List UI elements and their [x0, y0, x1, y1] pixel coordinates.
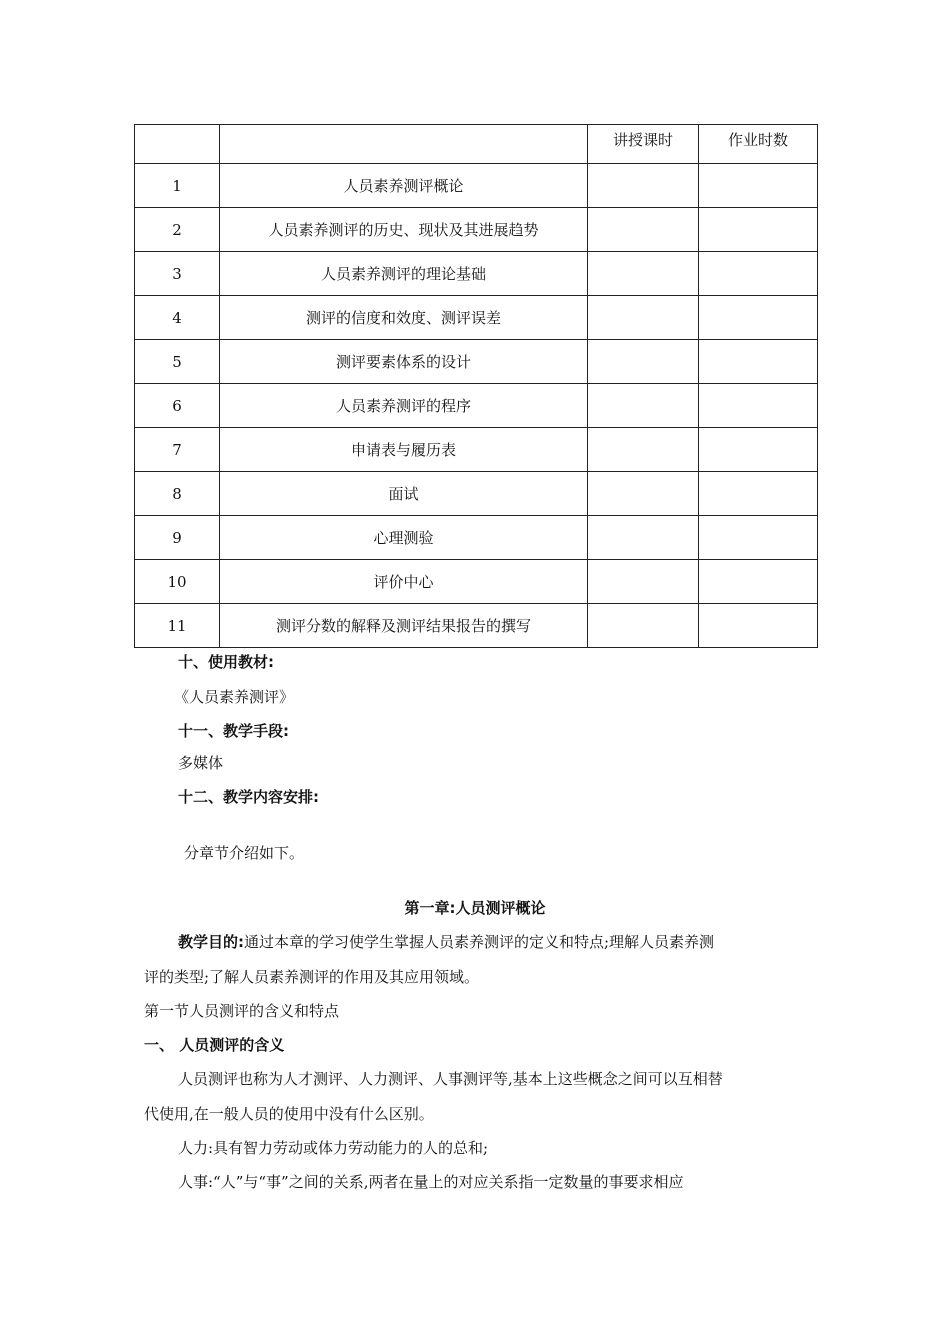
row-topic: 测评要素体系的设计: [220, 340, 588, 384]
row-homework-hours: [699, 164, 818, 208]
row-number: 11: [135, 604, 220, 648]
row-number: 7: [135, 428, 220, 472]
row-homework-hours: [699, 428, 818, 472]
row-homework-hours: [699, 384, 818, 428]
table-row: [135, 296, 818, 340]
textbook-heading: 十、使用教材:: [178, 653, 274, 671]
header-cell-homework-hours: 作业时数: [699, 125, 818, 164]
row-topic: 评价中心: [220, 560, 588, 604]
header-cell-lecture-hours: 讲授课时: [588, 125, 699, 164]
row-lecture-hours: [588, 296, 699, 340]
row-homework-hours: [699, 208, 818, 252]
row-lecture-hours: [588, 428, 699, 472]
paragraph-2: 人力:具有智力劳动或体力劳动能力的人的总和;: [178, 1139, 489, 1157]
row-homework-hours: [699, 296, 818, 340]
row-homework-hours: [699, 472, 818, 516]
chapter-title: 第一章:人员测评概论: [404, 899, 546, 917]
content-intro: 分章节介绍如下。: [184, 844, 305, 862]
objective-label: 教学目的:: [178, 933, 244, 951]
row-number: 4: [135, 296, 220, 340]
row-topic: 人员素养测评的历史、现状及其进展趋势: [220, 208, 588, 252]
subsection-title: 一、 人员测评的含义: [144, 1036, 285, 1054]
row-lecture-hours: [588, 252, 699, 296]
table-row: [135, 164, 818, 208]
row-topic: 心理测验: [220, 516, 588, 560]
row-topic: 人员素养测评的理论基础: [220, 252, 588, 296]
row-lecture-hours: [588, 340, 699, 384]
row-number: 2: [135, 208, 220, 252]
table-row: [135, 428, 818, 472]
row-lecture-hours: [588, 164, 699, 208]
row-lecture-hours: [588, 208, 699, 252]
paragraph-1-line-1: 人员测评也称为人才测评、人力测评、人事测评等,基本上这些概念之间可以互相替: [178, 1070, 723, 1088]
row-number: 10: [135, 560, 220, 604]
section-title: 第一节人员测评的含义和特点: [144, 1002, 340, 1020]
method-text: 多媒体: [178, 754, 224, 772]
objective-text: 通过本章的学习使学生掌握人员素养测评的定义和特点;理解人员素养测: [244, 933, 715, 951]
row-homework-hours: [699, 252, 818, 296]
table-header-row: [135, 125, 818, 164]
row-number: 8: [135, 472, 220, 516]
course-hours-table: [134, 124, 818, 648]
row-homework-hours: [699, 516, 818, 560]
objective-line-1: [178, 931, 714, 952]
row-number: 6: [135, 384, 220, 428]
row-lecture-hours: [588, 560, 699, 604]
table-row: [135, 252, 818, 296]
paragraph-1-line-2: 代使用,在一般人员的使用中没有什么区别。: [144, 1105, 434, 1123]
row-number: 3: [135, 252, 220, 296]
row-topic: 测评的信度和效度、测评误差: [220, 296, 588, 340]
row-lecture-hours: [588, 516, 699, 560]
row-lecture-hours: [588, 472, 699, 516]
paragraph-3: 人事:“人”与“事”之间的关系,两者在量上的对应关系指一定数量的事要求相应: [178, 1173, 684, 1191]
table-row: [135, 384, 818, 428]
row-homework-hours: [699, 340, 818, 384]
row-number: 5: [135, 340, 220, 384]
table-row: [135, 340, 818, 384]
row-homework-hours: [699, 560, 818, 604]
textbook-title: 《人员素养测评》: [174, 688, 295, 706]
row-number: 1: [135, 164, 220, 208]
row-homework-hours: [699, 604, 818, 648]
table-row: [135, 208, 818, 252]
row-topic: 申请表与履历表: [220, 428, 588, 472]
row-lecture-hours: [588, 604, 699, 648]
row-topic: 面试: [220, 472, 588, 516]
header-cell-number: [135, 125, 220, 164]
table-row: [135, 604, 818, 648]
table-row: [135, 472, 818, 516]
row-number: 9: [135, 516, 220, 560]
row-topic: 人员素养测评的程序: [220, 384, 588, 428]
header-cell-topic: [220, 125, 588, 164]
row-lecture-hours: [588, 384, 699, 428]
table-row: [135, 560, 818, 604]
content-heading: 十二、教学内容安排:: [178, 788, 319, 806]
method-heading: 十一、教学手段:: [178, 722, 289, 740]
row-topic: 人员素养测评概论: [220, 164, 588, 208]
table-row: [135, 516, 818, 560]
row-topic: 测评分数的解释及测评结果报告的撰写: [220, 604, 588, 648]
objective-line-2: 评的类型;了解人员素养测评的作用及其应用领域。: [144, 968, 480, 986]
